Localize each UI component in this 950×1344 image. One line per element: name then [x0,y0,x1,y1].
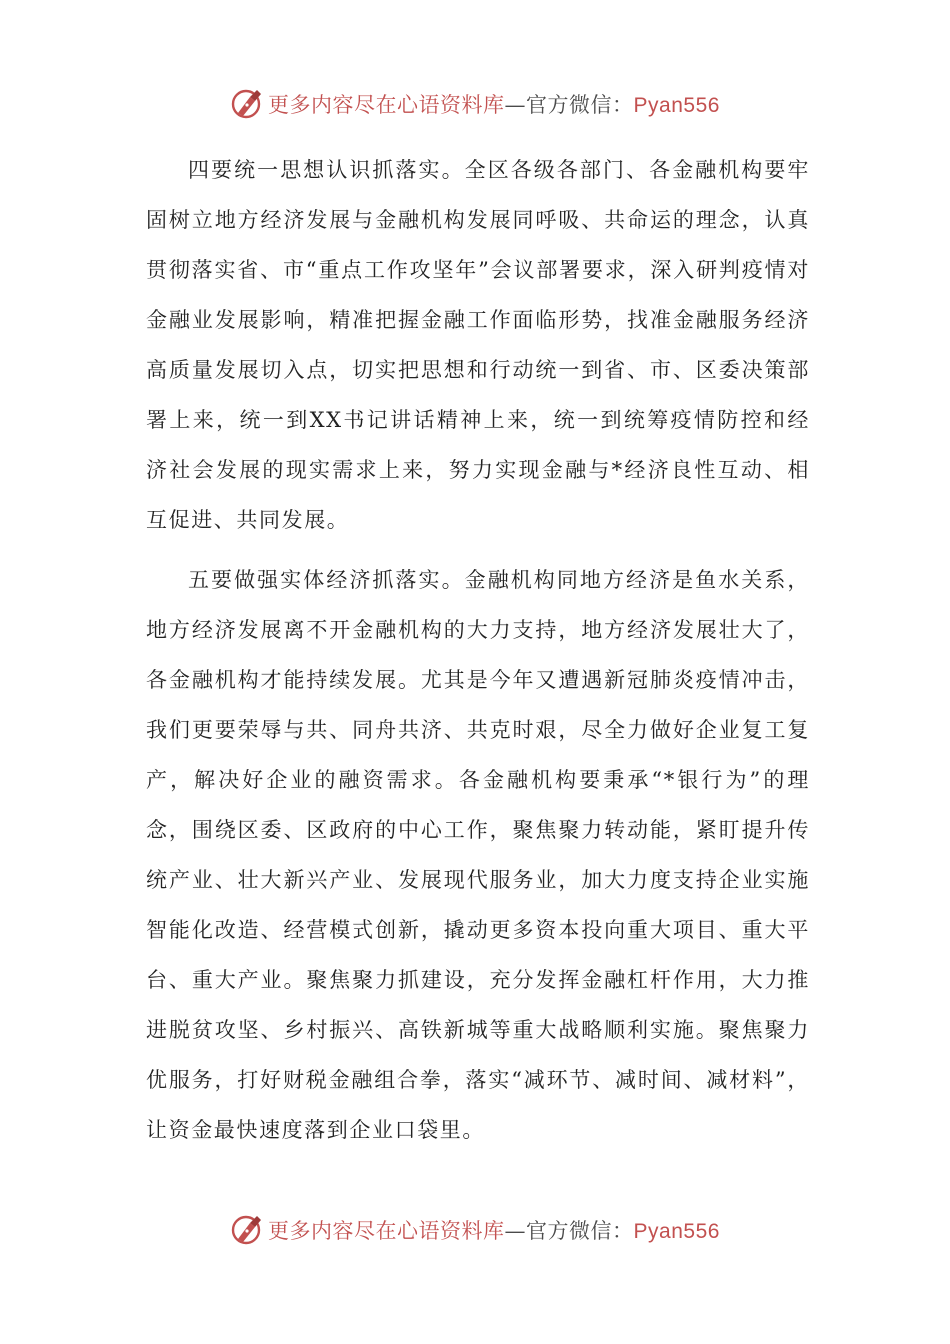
banner-slogan-main: 更多内容尽在心语资料库 [268,93,505,117]
banner-wechat-label: —官方微信： [504,1219,634,1243]
footer-banner [0,1210,950,1250]
paragraph-four: 四要统一思想认识抓落实。全区各级各部门、各金融机构要牢固树立地方经济发展与金融机构发展同呼吸、共命运的理念，认真贯彻落实省、市“重点工作攻坚年”会议部署要求，深入研判疫情对金融业发展影响，精准把握金融工作面临形势，找准金融服务经济高质量发展切入点，切实把思想和行动统一到省、市、区委决策部署上来，统一到XX书记讲话精神上来，统一到统筹疫情防控和经济社会发展的现实需求上来，努力实现金融与*经济良性互动、相互促进、共同发展。 [146,158,810,532]
banner-wechat-id: Pyan556 [633,1220,720,1243]
banner-wechat-id: Pyan556 [633,94,720,117]
banner-slogan [268,1215,720,1245]
header-banner [0,84,950,124]
banner-slogan-main: 更多内容尽在心语资料库 [268,1219,505,1243]
document-body [146,145,810,1155]
pen-nib-logo-icon [230,1213,264,1247]
paragraph-five: 五要做强实体经济抓落实。金融机构同地方经济是鱼水关系，地方经济发展离不开金融机构的大力支持，地方经济发展壮大了，各金融机构才能持续发展。尤其是今年又遭遇新冠肺炎疫情冲击，我们更要荣辱与共、同舟共济、共克时艰，尽全力做好企业复工复产，解决好企业的融资需求。各金融机构要秉承“*银行为”的理念，围绕区委、区政府的中心工作，聚焦聚力转动能，紧盯提升传统产业、壮大新兴产业、发展现代服务业，加大力度支持企业实施智能化改造、经营模式创新，撬动更多资本投向重大项目、重大平台、重大产业。聚焦聚力抓建设，充分发挥金融杠杆作用，大力推进脱贫攻坚、乡村振兴、高铁新城等重大战略顺利实施。聚焦聚力优服务，打好财税金融组合拳，落实“减环节、减时间、减材料”，让资金最快速度落到企业口袋里。 [146,568,810,1142]
pen-nib-logo-icon [230,87,264,121]
banner-slogan [268,89,720,119]
banner-wechat-label: —官方微信： [504,93,634,117]
